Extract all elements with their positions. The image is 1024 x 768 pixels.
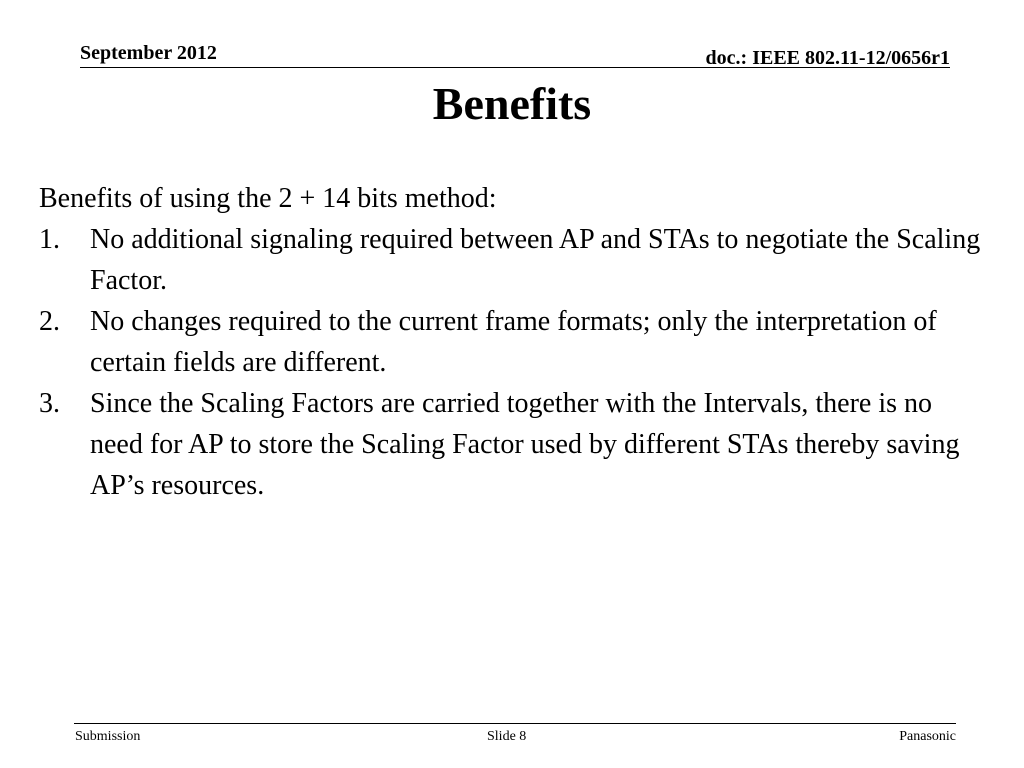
list-item-number: 3. <box>39 388 60 419</box>
footer-divider <box>74 723 956 724</box>
header-doc-id: doc.: IEEE 802.11-12/0656r1 <box>705 47 950 69</box>
benefits-list <box>39 219 989 506</box>
slide-body <box>39 178 989 506</box>
footer-slide-number: Slide 8 <box>487 729 527 744</box>
list-item-text: No changes required to the current frame formats; only the interpretation of certain fields are different. <box>90 306 937 378</box>
list-item-number: 2. <box>39 306 60 337</box>
header-date: September 2012 <box>80 42 217 64</box>
footer-company: Panasonic <box>899 729 956 744</box>
list-item <box>39 383 989 506</box>
list-item-number: 1. <box>39 224 60 255</box>
list-item <box>39 219 989 301</box>
slide-title: Benefits <box>432 78 592 129</box>
list-item <box>39 301 989 383</box>
list-item-text: Since the Scaling Factors are carried together with the Intervals, there is no need for AP to store the Scaling Factor used by different STAs thereby saving AP’s resources. <box>90 388 960 501</box>
intro-text: Benefits of using the 2 + 14 bits method: <box>39 183 497 214</box>
header-divider <box>80 67 950 68</box>
footer-submission: Submission <box>75 729 141 744</box>
list-item-text: No additional signaling required between AP and STAs to negotiate the Scaling Factor. <box>90 224 981 296</box>
